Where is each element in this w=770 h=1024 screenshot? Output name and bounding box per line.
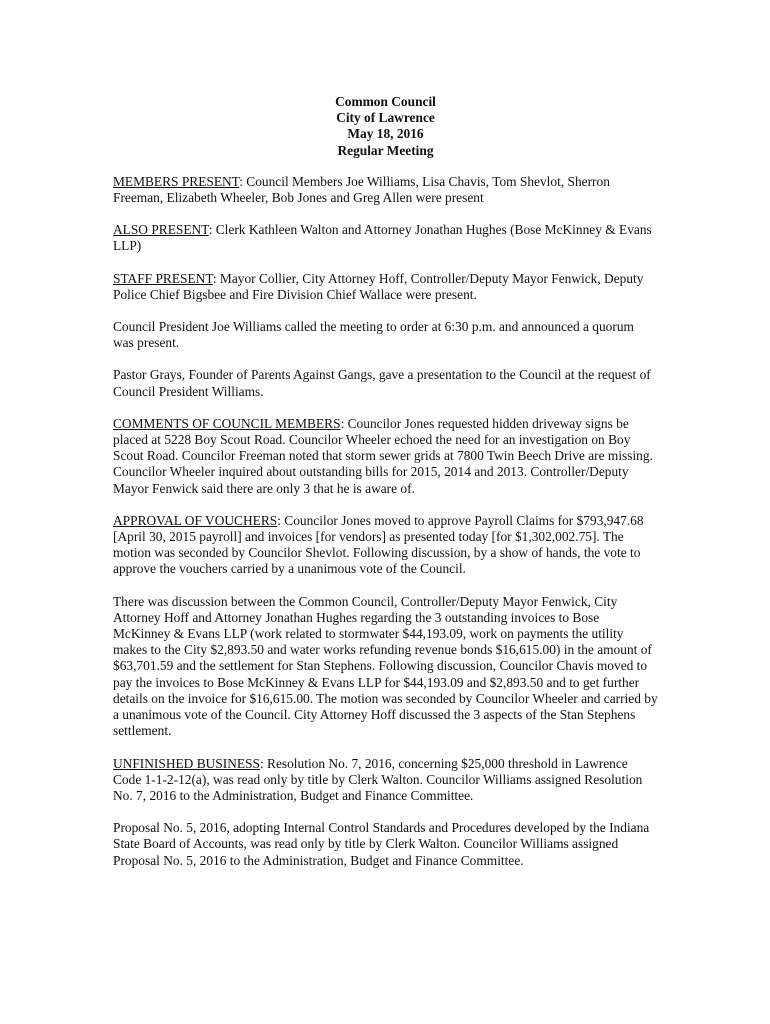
header-date: May 18, 2016: [347, 126, 424, 142]
header-city: City of Lawrence: [336, 110, 435, 126]
call-to-order-paragraph: Council President Joe Williams called the meeting to order at 6:30 p.m. and announced a quorum was present.: [113, 319, 634, 351]
presentation-paragraph: Pastor Grays, Founder of Parents Against Gangs, gave a presentation to the Council at the request of Council President Williams.: [113, 367, 651, 399]
also-present-paragraph: [113, 222, 658, 254]
unfinished-business-text: : Resolution No. 7, 2016, concerning $25,000 threshold in Lawrence Code 1-1-2-12(a), was read only by title by Clerk Walton. Councilor Williams assigned Resolution No. 7, 2016 to the Administration, Budget and Finance Committee.: [113, 755, 643, 803]
also-present-text: : Clerk Kathleen Walton and Attorney Jonathan Hughes (Bose McKinney & Evans LLP): [113, 222, 652, 254]
unfinished-business-label: UNFINISHED BUSINESS: [113, 755, 260, 771]
members-present-label: MEMBERS PRESENT: [113, 173, 240, 189]
vouchers-text: : Councilor Jones moved to approve Payroll Claims for $793,947.68 [April 30, 2015 payroll] and invoices [for vendors] as presented today [for $1,302,002.75]. The motion was seconded by Councilor Shevlot. Following discussion, by a show of hands, the vote to approve the vouchers carried by a unanimous vote of the Council.: [113, 512, 644, 577]
unfinished-business-paragraph: [113, 756, 658, 805]
staff-present-paragraph: [113, 271, 658, 303]
header-meeting-type: Regular Meeting: [337, 142, 434, 158]
document-header: [113, 94, 658, 159]
vouchers-label: APPROVAL OF VOUCHERS: [113, 512, 278, 528]
comments-label: COMMENTS OF COUNCIL MEMBERS: [113, 415, 341, 431]
staff-present-label: STAFF PRESENT: [113, 270, 213, 286]
proposal-paragraph: Proposal No. 5, 2016, adopting Internal Control Standards and Procedures developed by the Indiana State Board of Accounts, was read only by title by Clerk Walton. Councilor Williams assigned Proposal No. 5, 2016 to the Administration, Budget and Finance Committee.: [113, 820, 650, 868]
discussion-paragraph: There was discussion between the Common Council, Controller/Deputy Mayor Fenwick, City Attorney Hoff and Attorney Jonathan Hughes regarding the 3 outstanding invoices to Bose McKinney & Evans LLP (work related to stormwater $44,193.09, work on payments the utility makes to the City $2,893.50 and water works refunding revenue bonds $16,615.00) in the amount of $63,701.59 and the settlement for Stan Stephens. Following discussion, Councilor Chavis moved to pay the invoices to Bose McKinney & Evans LLP for $44,193.09 and $2,893.50 and to get further details on the invoice for $16,615.00. The motion was seconded by Councilor Wheeler and carried by a unanimous vote of the Council. City Attorney Hoff discussed the 3 aspects of the Stan Stephens settlement.: [113, 593, 658, 739]
header-title: Common Council: [335, 94, 436, 109]
members-present-text: : Council Members Joe Williams, Lisa Chavis, Tom Shevlot, Sherron Freeman, Elizabeth Wheeler, Bob Jones and Greg Allen were present: [113, 173, 610, 206]
vouchers-paragraph: [113, 513, 658, 578]
comments-text: : Councilor Jones requested hidden driveway signs be placed at 5228 Boy Scout Road. Councilor Wheeler echoed the need for an investigation on Boy Scout Road. Councilor Freeman noted that storm sewer grids at 7800 Twin Beech Drive are missing. Councilor Wheeler inquired about outstanding bills for 2015, 2014 and 2013. Controller/Deputy Mayor Fenwick said there are only 3 that he is aware of.: [113, 415, 653, 496]
also-present-label: ALSO PRESENT: [113, 222, 209, 238]
staff-present-text: : Mayor Collier, City Attorney Hoff, Controller/Deputy Mayor Fenwick, Deputy Police Chief Bigsbee and Fire Division Chief Wallace were present.: [113, 270, 644, 302]
comments-paragraph: [113, 416, 658, 497]
members-present-paragraph: [113, 174, 658, 206]
